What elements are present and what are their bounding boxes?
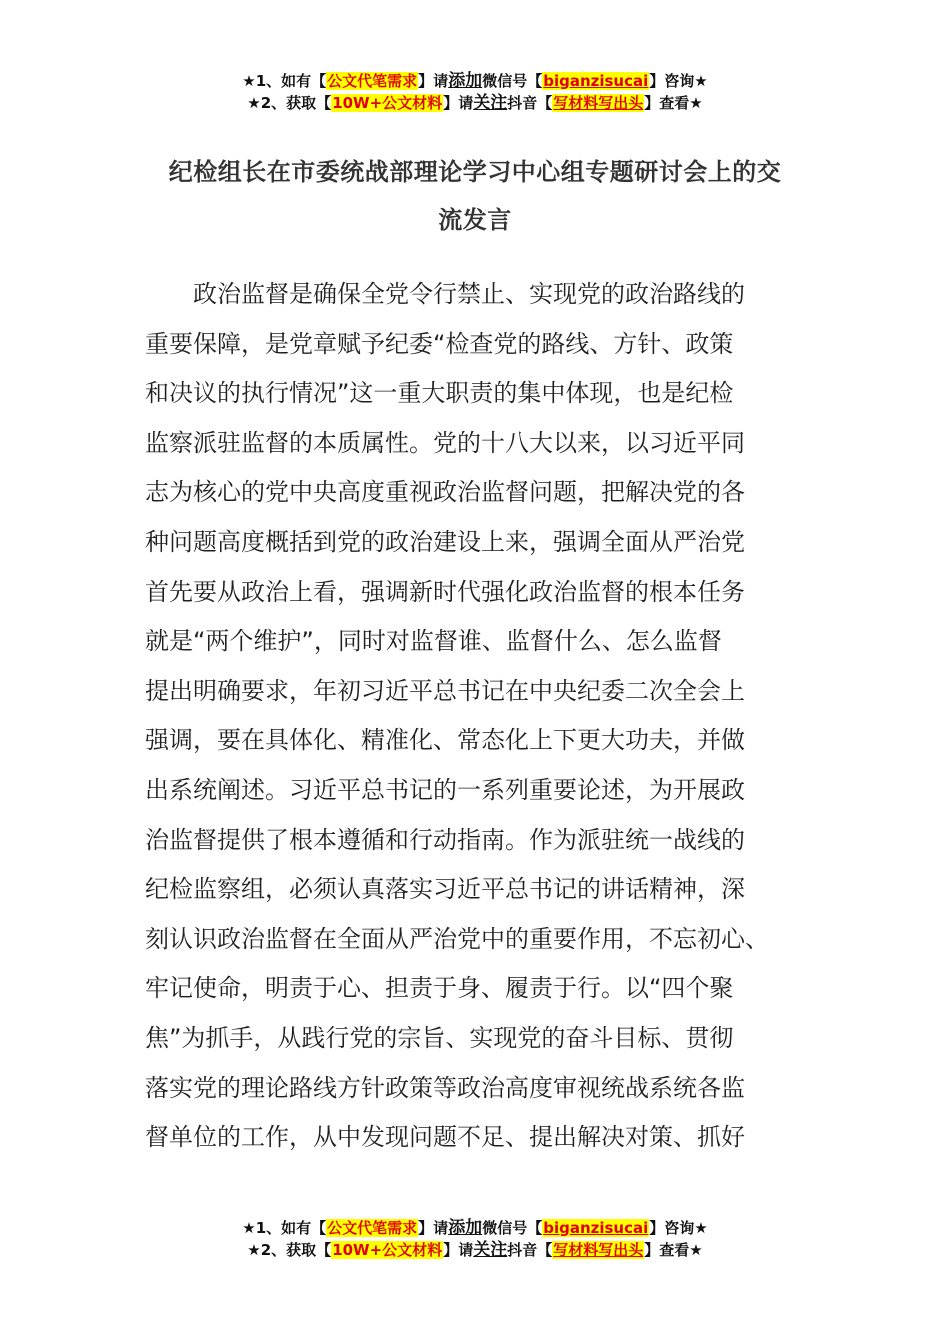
banner-text: 】查看 xyxy=(644,94,690,112)
star-icon: ★ xyxy=(242,1219,256,1237)
banner-text: 抖音【 xyxy=(507,1241,553,1259)
star-icon: ★ xyxy=(694,1219,708,1237)
header-banner xyxy=(0,70,950,114)
banner-line-1 xyxy=(0,70,950,92)
text-line: 督单位的工作，从中发现问题不足、提出解决对策、抓好 xyxy=(145,1123,745,1152)
banner-text: 】咨询 xyxy=(649,1219,695,1237)
star-icon: ★ xyxy=(242,72,256,90)
wechat-id-link[interactable]: biganzisucai xyxy=(543,72,649,90)
banner-text: 】请 xyxy=(443,94,474,112)
text-line: 治监督提供了根本遵循和行动指南。作为派驻统一战线的 xyxy=(145,825,745,854)
banner-text: 1、如有【 xyxy=(255,72,327,90)
footer-banner xyxy=(0,1217,950,1261)
document-title xyxy=(150,148,800,244)
banner-text: 】查看 xyxy=(644,1241,690,1259)
star-icon: ★ xyxy=(689,1241,703,1259)
text-line: 纪检监察组，必须认真落实习近平总书记的讲话精神，深 xyxy=(145,875,745,904)
text-line: 出系统阐述。习近平总书记的一系列重要论述，为开展政 xyxy=(145,775,745,804)
text-line: 强调，要在具体化、精准化、常态化上下更大功夫，并做 xyxy=(145,726,745,755)
banner-text: 2、获取【 xyxy=(260,1241,332,1259)
text-line: 和决议的执行情况”这一重大职责的集中体现，也是纪检 xyxy=(145,379,734,408)
wechat-id-link[interactable]: biganzisucai xyxy=(543,1219,649,1237)
text-line: 落实党的理论路线方针政策等政治高度审视统战系统各监 xyxy=(145,1073,745,1102)
star-icon: ★ xyxy=(247,1241,261,1259)
emphasis-text: 关注 xyxy=(473,93,508,113)
service-highlight: 公文代笔需求 xyxy=(327,1219,418,1237)
text-line: 监察派驻监督的本质属性。党的十八大以来，以习近平同 xyxy=(145,428,745,457)
text-line: 牢记使命，明责于心、担责于身、履责于行。以“四个聚 xyxy=(145,974,734,1003)
star-icon: ★ xyxy=(694,72,708,90)
banner-text: 】请 xyxy=(418,1219,449,1237)
banner-text: 】咨询 xyxy=(649,72,695,90)
text-line: 首先要从政治上看，强调新时代强化政治监督的根本任务 xyxy=(145,577,745,606)
banner-line-2 xyxy=(0,1239,950,1261)
text-line: 就是“两个维护”，同时对监督谁、监督什么、怎么监督 xyxy=(145,627,722,656)
text-line: 刻认识政治监督在全面从严治党中的重要作用，不忘初心、 xyxy=(145,924,769,953)
emphasis-text: 关注 xyxy=(473,1240,508,1260)
emphasis-text: 添加 xyxy=(448,1218,483,1238)
banner-line-1 xyxy=(0,1217,950,1239)
title-line-1: 纪检组长在市委统战部理论学习中心组专题研讨会上的交 xyxy=(168,158,782,186)
star-icon: ★ xyxy=(247,94,261,112)
materials-highlight: 10W+公文材料 xyxy=(332,1241,443,1259)
service-highlight: 公文代笔需求 xyxy=(327,72,418,90)
text-line: 志为核心的党中央高度重视政治监督问题，把解决党的各 xyxy=(145,478,745,507)
text-line: 重要保障，是党章赋予纪委“检查党的路线、方针、政策 xyxy=(145,329,734,358)
text-line: 政治监督是确保全党令行禁止、实现党的政治路线的 xyxy=(145,280,745,308)
banner-text: 微信号【 xyxy=(482,72,543,90)
banner-text: 1、如有【 xyxy=(255,1219,327,1237)
banner-text: 抖音【 xyxy=(507,94,553,112)
banner-text: 】请 xyxy=(443,1241,474,1259)
text-line: 焦”为抓手，从践行党的宗旨、实现党的奋斗目标、贯彻 xyxy=(145,1023,734,1052)
banner-text: 微信号【 xyxy=(482,1219,543,1237)
banner-text: 2、获取【 xyxy=(260,94,332,112)
body-paragraph xyxy=(145,270,785,1163)
emphasis-text: 添加 xyxy=(448,71,483,91)
text-line: 提出明确要求，年初习近平总书记在中央纪委二次全会上 xyxy=(145,676,745,705)
banner-text: 】请 xyxy=(418,72,449,90)
douyin-account-link[interactable]: 写材料写出头 xyxy=(553,94,644,112)
materials-highlight: 10W+公文材料 xyxy=(332,94,443,112)
title-line-2: 流发言 xyxy=(438,206,512,234)
douyin-account-link[interactable]: 写材料写出头 xyxy=(553,1241,644,1259)
star-icon: ★ xyxy=(689,94,703,112)
banner-line-2 xyxy=(0,92,950,114)
text-line: 种问题高度概括到党的政治建设上来，强调全面从严治党 xyxy=(145,527,745,556)
